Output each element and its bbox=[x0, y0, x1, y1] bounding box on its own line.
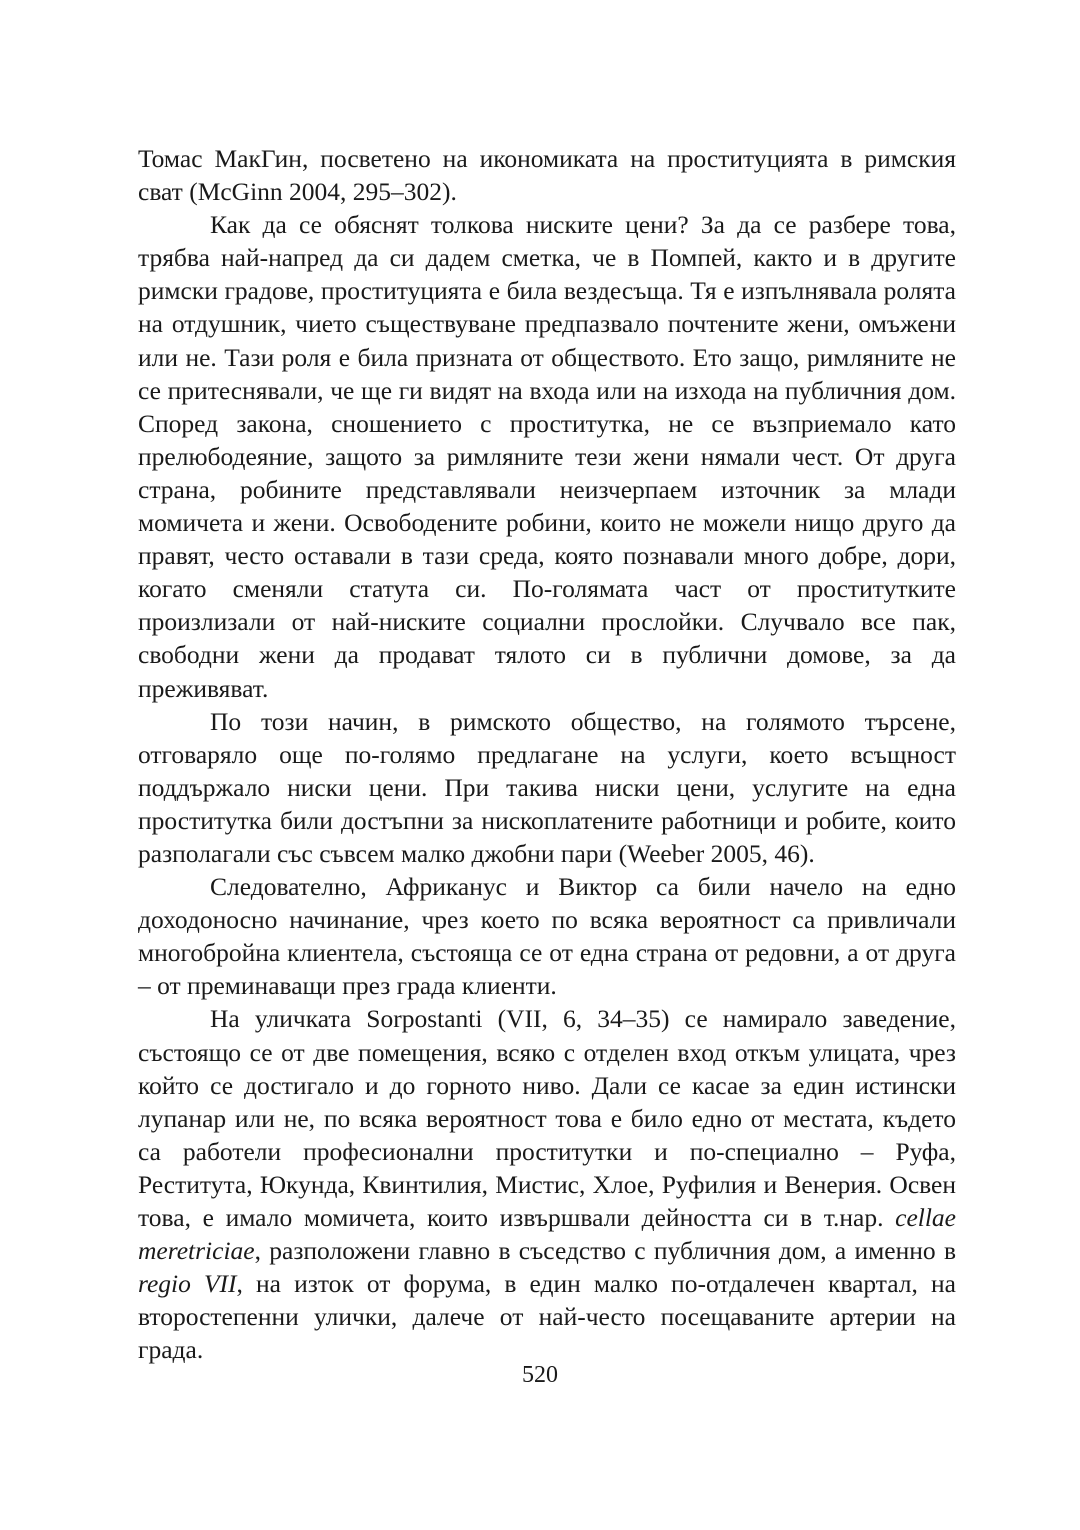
body-text bbox=[138, 142, 956, 1366]
paragraph-5-part-3: , на изток от форума, в един малко по-отдалечен квартал, на второстепенни улички, далече от най-често посещаваните артерии на града. bbox=[138, 1269, 956, 1365]
italic-term-regio-vii: regio VII bbox=[138, 1269, 237, 1299]
paragraph-1: Томас МакГин, посветено на икономиката на проституцията в римския сват (McGinn 2004, 295–302). bbox=[138, 144, 956, 207]
paragraph-2: Как да се обяснят толкова ниските цени? За да се разбере това, трябва най-напред да си дадем сметка, че в Помпей, както и в другите римски градове, проституцията е била вездесъща. Тя е изпълнявала ролята на отдушник, чието съществуване предпазвало почтените жени, омъжени или не. Тази роля е била призната от обществото. Ето защо, римляните не се притеснявали, че ще ги видят на входа или на изхода на публичния дом. Според закона, сношението с проститутка, не се възприемало като прелюбодеяние, защото за римляните тези жени нямали чест. От друга страна, робините представлявали неизчерпаем източник за млади момичета и жени. Освободените робини, които не можели нищо друго да правят, често оставали в тази среда, която познавали много добре, дори, когато сменяли статута си. По-голямата част от проститутките произлизали от най-ниските социални прослойки. Случвало все пак, свободни жени да продават тялото си в публични домове, за да преживяват. bbox=[138, 210, 956, 703]
italic-term-cellae-meretriciae: cellae meretriciae bbox=[138, 1203, 956, 1266]
paragraph-5 bbox=[138, 1002, 956, 1366]
paragraph-5-part-1: На уличката Sorpostanti (VII, 6, 34–35) се намирало заведение, състоящо се от две помещения, всяко с отделен вход откъм улицата, чрез който се достигало и до горното ниво. Дали се касае за един истински лупанар или не, по всяка вероятност това е било едно от местата, където са работели професионални проститутки и по-специално – Руфа, Реститута, Юкунда, Квинтилия, Мистис, Хлое, Руфилия и Венерия. Освен това, е имало момичета, които извършвали дейността си в т.нар. bbox=[138, 1004, 956, 1232]
page-number: 520 bbox=[522, 1362, 558, 1388]
paragraph-5-part-2: , разположени главно в съседство с публичния дом, а именно в bbox=[254, 1236, 956, 1266]
paragraph-3: По този начин, в римското общество, на голямото търсене, отговаряло още по-голямо предлагане на услуги, което всъщност поддържало ниски цени. При такива ниски цени, услугите на една проститутка били достъпни за нископлатените работници и робите, които разполагали със съвсем малко джобни пари (Weeber 2005, 46). bbox=[138, 706, 956, 868]
paragraph-4: Следователно, Африканус и Виктор са били начело на едно доходоносно начинание, чрез което по всяка вероятност са привличали многобройна клиентела, състояща се от една страна от редовни, а от друга – от преминаващи през града клиенти. bbox=[138, 872, 956, 1001]
